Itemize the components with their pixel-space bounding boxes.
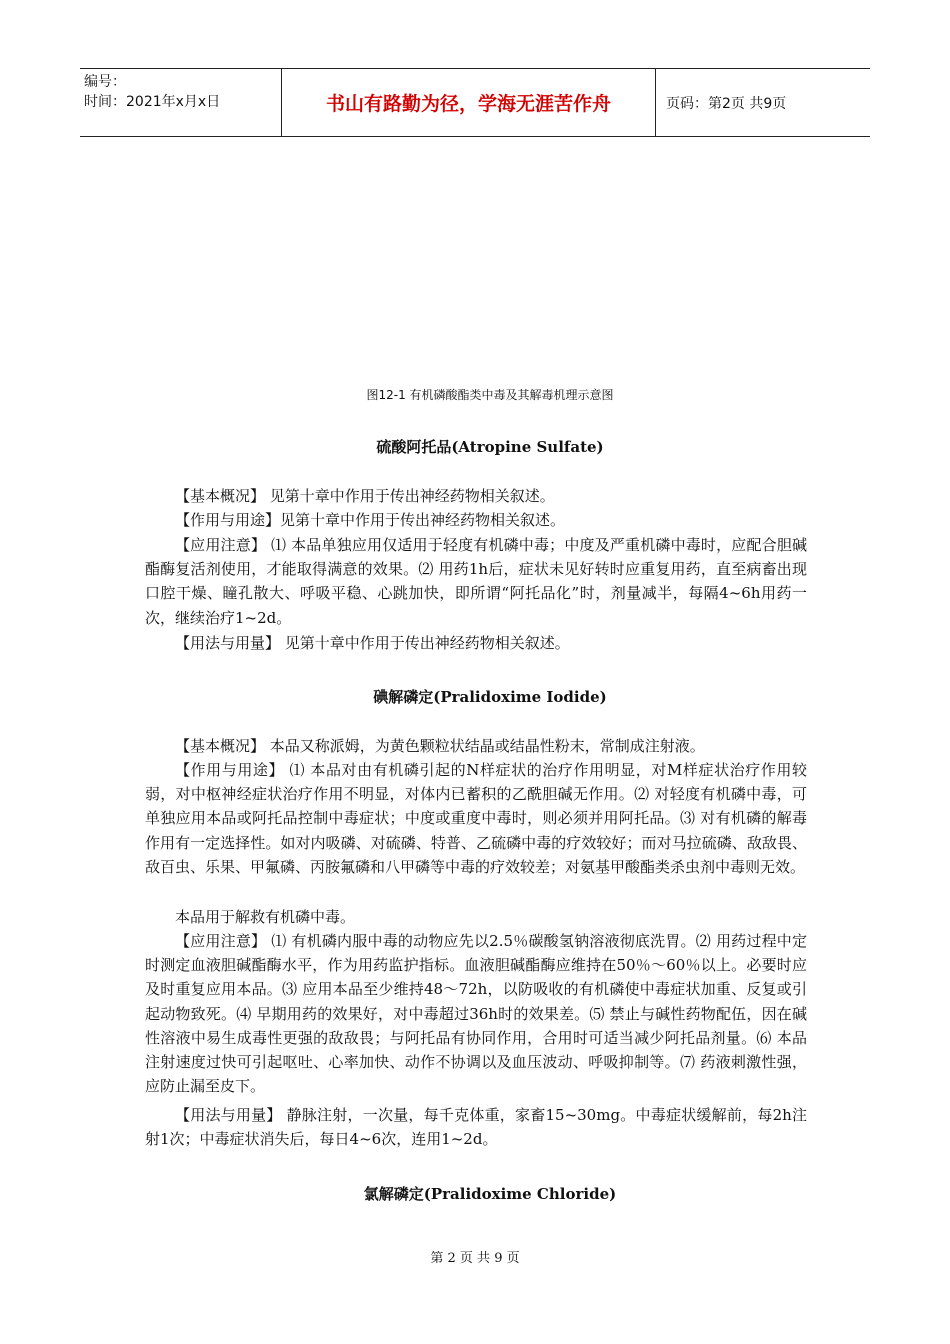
section-title-pralidoxime-iodide: 碘解磷定(Pralidoxime Iodide) xyxy=(373,688,607,706)
header-meta xyxy=(80,69,282,136)
paragraph: 【基本概况】 见第十章中作用于传出神经药物相关叙述。 xyxy=(175,487,555,505)
document-date: 时间：2021年x月x日 xyxy=(84,94,221,110)
paragraph: 【用法与用量】 见第十章中作用于传出神经药物相关叙述。 xyxy=(175,634,570,652)
paragraph: 本品用于解救有机磷中毒。 xyxy=(175,908,356,926)
paragraph: 【应用注意】 ⑴ 本品单独应用仅适用于轻度有机磷中毒；中度及严重机磷中毒时，应配合胆碱酯酶复活剂使用，才能取得满意的效果。⑵ 用药1h后，症状未见好转时应重复用药，直至病畜出现口腔干燥、瞳孔散大、呼吸平稳、心跳加快，即所谓“阿托品化”时，剂量减半，每隔4~6h用药一次，继续治疗1~2d。 xyxy=(145,536,807,627)
page-header xyxy=(80,68,870,137)
header-motto: 书山有路勤为径，学海无涯苦作舟 xyxy=(282,69,656,136)
paragraph: 【基本概况】 本品又称派姆，为黄色颗粒状结晶或结晶性粉末，常制成注射液。 xyxy=(175,737,705,755)
section-title-pralidoxime-chloride: 氯解磷定(Pralidoxime Chloride) xyxy=(363,1185,617,1203)
paragraph: 【作用与用途】 ⑴ 本品对由有机磷引起的N样症状的治疗作用明显，对M样症状治疗作用较弱，对中枢神经症状治疗作用不明显，对体内已蓄积的乙酰胆碱无作用。⑵ 对轻度有机磷中毒，可单独应用本品或阿托品控制中毒症状；中度或重度中毒时，则必须并用阿托品。⑶ 对有机磷的解毒作用有一定选择性。如对内吸磷、对硫磷、特普、乙硫磷中毒的疗效较好；而对马拉硫磷、敌敌畏、敌百虫、乐果、甲氟磷、丙胺氟磷和八甲磷等中毒的疗效较差；对氨基甲酸酯类杀虫剂中毒则无效。 xyxy=(145,761,807,876)
figure-caption: 图12-1 有机磷酸酯类中毒及其解毒机理示意图 xyxy=(366,388,614,402)
paragraph: 【应用注意】 ⑴ 有机磷内服中毒的动物应先以2.5％碳酸氢钠溶液彻底洗胃。⑵ 用药过程中定时测定血液胆碱酯酶水平，作为用药监护指标。血液胆碱酯酶应维持在50％～60％以上。必要时应及时重复应用本品。⑶ 应用本品至少维持48～72h，以防吸收的有机磷使中毒症状加重、反复或引起动物致死。⑷ 早期用药的效果好，对中毒超过36h时的效果差。⑸ 禁止与碱性药物配伍，因在碱性溶液中易生成毒性更强的敌敌畏；与阿托品有协同作用，合用时可适当减少阿托品剂量。⑹ 本品注射速度过快可引起呕吐、心率加快、动作不协调以及血压波动、呼吸抑制等。⑺ 药液刺激性强，应防止漏至皮下。 xyxy=(145,932,807,1096)
header-page-info: 页码：第2页 共9页 xyxy=(666,95,787,112)
section-title-atropine: 硫酸阿托品(Atropine Sulfate) xyxy=(376,438,604,456)
paragraph: 【用法与用量】 静脉注射，一次量，每千克体重，家畜15~30mg。中毒症状缓解前，每2h注射1次；中毒症状消失后，每日4~6次，连用1~2d。 xyxy=(145,1106,807,1149)
paragraph: 【作用与用途】见第十章中作用于传出神经药物相关叙述。 xyxy=(175,511,566,529)
document-number: 编号： xyxy=(84,74,126,90)
page-footer: 第 2 页 共 9 页 xyxy=(430,1251,520,1266)
